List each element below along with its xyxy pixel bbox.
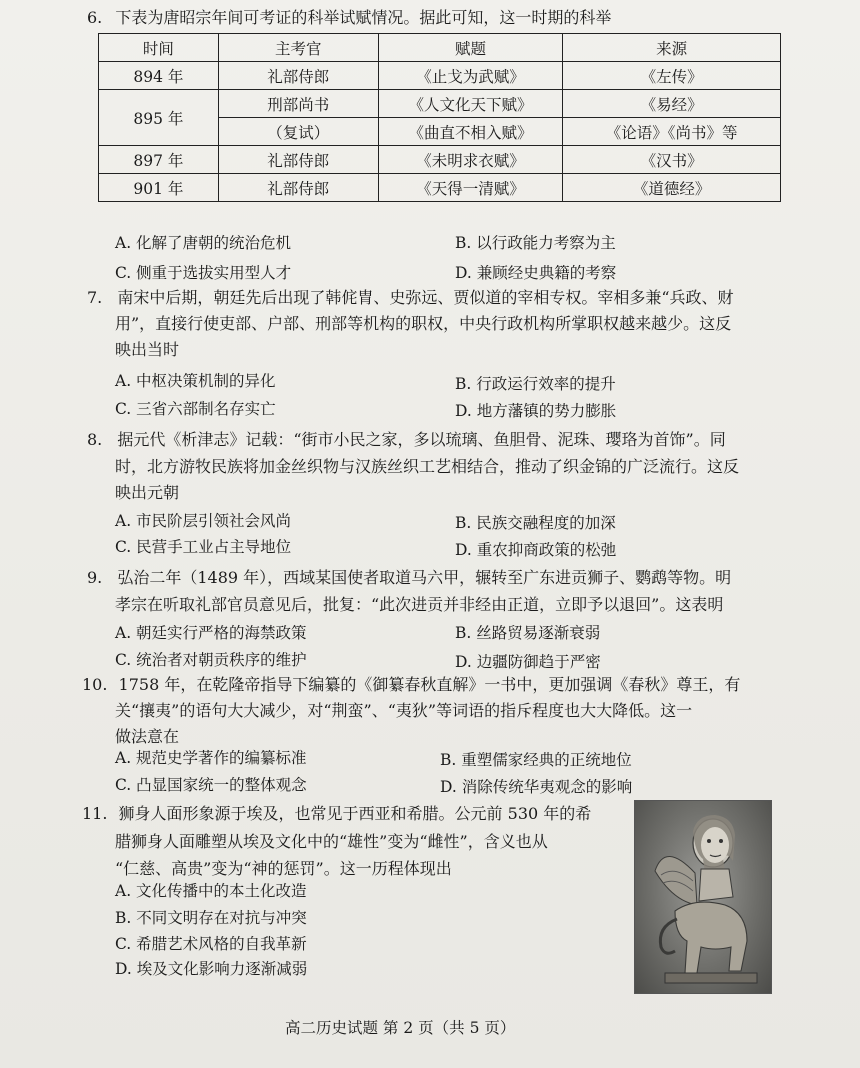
question-11-line2: 腊狮身人面雕塑从埃及文化中的“雄性”变为“雌性”，含义也从 [115, 832, 548, 851]
table-header: 来源 [563, 34, 781, 62]
option-a[interactable]: A. 中枢决策机制的异化 [115, 372, 276, 390]
question-text: 下表为唐昭宗年间可考证的科举试赋情况。据此可知，这一时期的科举 [115, 8, 612, 27]
option-c[interactable]: C. 侧重于选拔实用型人才 [115, 264, 292, 282]
question-10-line1 [82, 672, 740, 698]
option-b[interactable]: B. 以行政能力考察为主 [455, 234, 616, 252]
option-d[interactable]: D. 消除传统华夷观念的影响 [440, 778, 633, 796]
option-c[interactable]: C. 三省六部制名存实亡 [115, 400, 276, 418]
table-cell: 礼部侍郎 [218, 174, 378, 202]
option-b[interactable]: B. 丝路贸易逐渐衰弱 [455, 624, 601, 642]
question-8-line3: 映出元朝 [115, 483, 180, 502]
table-cell: 901 年 [99, 174, 219, 202]
option-d[interactable]: D. 重农抑商政策的松弛 [455, 541, 617, 559]
option-c[interactable]: C. 统治者对朝贡秩序的维护 [115, 651, 307, 669]
table-row [99, 90, 781, 118]
option-d[interactable]: D. 地方藩镇的势力膨胀 [455, 402, 617, 420]
table-row [99, 146, 781, 174]
question-10-line3: 做法意在 [115, 727, 180, 746]
table-cell: 895 年 [99, 90, 219, 146]
option-a[interactable]: A. 市民阶层引领社会风尚 [115, 512, 292, 530]
table-cell: 《易经》 [563, 90, 781, 118]
question-number: 7. [87, 288, 103, 307]
table-cell: 《未明求衣赋》 [378, 146, 563, 174]
question-6-stem [87, 7, 611, 29]
table-header: 主考官 [218, 34, 378, 62]
table-cell: 《左传》 [563, 62, 781, 90]
table-row [99, 62, 781, 90]
question-text: 弘治二年（1489 年），西域某国使者取道马六甲，辗转至广东进贡狮子、鹦鹉等物。明 [117, 568, 732, 587]
question-11-line3: “仁慈、高贵”变为“神的惩罚”。这一历程体现出 [115, 859, 452, 878]
table-cell: 《曲直不相入赋》 [378, 118, 563, 146]
table-cell: 《人文化天下赋》 [378, 90, 563, 118]
option-b[interactable]: B. 行政运行效率的提升 [455, 375, 616, 393]
table-header: 赋题 [378, 34, 563, 62]
table-cell: 897 年 [99, 146, 219, 174]
option-c[interactable]: C. 民营手工业占主导地位 [115, 538, 292, 556]
question-8-line2: 时，北方游牧民族将加金丝织物与汉族丝织工艺相结合，推动了织金锦的广泛流行。这反 [115, 457, 740, 476]
table-cell: 礼部侍郎 [218, 146, 378, 174]
option-a[interactable]: A. 化解了唐朝的统治危机 [115, 234, 292, 252]
option-b[interactable]: B. 重塑儒家经典的正统地位 [440, 751, 632, 769]
question-7-line2: 用”，直接行使吏部、户部、刑部等机构的职权，中央行政机构所掌职权越来越少。这反 [115, 314, 732, 333]
question-10-line2: 关“攘夷”的语句大大减少，对“荆蛮”、“夷狄”等词语的指斥程度也大大降低。这一 [115, 701, 693, 720]
option-a[interactable]: A. 规范史学著作的编纂标准 [115, 749, 307, 767]
question-number: 9. [87, 568, 103, 587]
page-footer: 高二历史试题 第 2 页（共 5 页） [285, 1019, 516, 1037]
option-c[interactable]: C. 凸显国家统一的整体观念 [115, 776, 307, 794]
option-d[interactable]: D. 埃及文化影响力逐渐减弱 [115, 960, 308, 978]
option-a[interactable]: A. 文化传播中的本土化改造 [115, 882, 307, 900]
option-b[interactable]: B. 民族交融程度的加深 [455, 514, 616, 532]
table-header-row [99, 34, 781, 62]
sphinx-icon [635, 801, 771, 993]
question-number: 10. [82, 675, 108, 694]
table-cell: 894 年 [99, 62, 219, 90]
table-header: 时间 [99, 34, 219, 62]
question-11-line1 [82, 801, 591, 827]
table-cell: 刑部尚书 [218, 90, 378, 118]
table-cell: 《止戈为武赋》 [378, 62, 563, 90]
question-number: 11. [82, 804, 108, 823]
question-number: 6. [87, 8, 103, 27]
table-cell: （复试） [218, 118, 378, 146]
exam-table [98, 33, 781, 202]
option-b[interactable]: B. 不同文明存在对抗与冲突 [115, 909, 307, 927]
table-cell: 礼部侍郎 [218, 62, 378, 90]
question-text: 狮身人面形象源于埃及，也常见于西亚和希腊。公元前 530 年的希 [118, 804, 592, 823]
question-8-line1 [87, 427, 726, 453]
question-number: 8. [87, 430, 103, 449]
question-text: 1758 年，在乾隆帝指导下编纂的《御纂春秋直解》一书中，更加强调《春秋》尊王，有 [118, 675, 741, 694]
option-d[interactable]: D. 兼顾经史典籍的考察 [455, 264, 617, 282]
question-9-line1 [87, 565, 731, 591]
table-row [99, 174, 781, 202]
question-9-line2: 孝宗在听取礼部官员意见后，批复：“此次进贡并非经由正道，立即予以退回”。这表明 [115, 595, 724, 614]
option-d[interactable]: D. 边疆防御趋于严密 [455, 653, 601, 671]
question-text: 据元代《析津志》记载：“街市小民之家，多以琉璃、鱼胆骨、泥珠、璎珞为首饰”。同 [117, 430, 726, 449]
option-c[interactable]: C. 希腊艺术风格的自我革新 [115, 935, 307, 953]
table-cell: 《论语》《尚书》等 [563, 118, 781, 146]
table-cell: 《汉书》 [563, 146, 781, 174]
option-a[interactable]: A. 朝廷实行严格的海禁政策 [115, 624, 307, 642]
table-cell: 《天得一清赋》 [378, 174, 563, 202]
question-text: 南宋中后期，朝廷先后出现了韩侂胄、史弥远、贾似道的宰相专权。宰相多兼“兵政、财 [117, 288, 734, 307]
table-cell: 《道德经》 [563, 174, 781, 202]
sphinx-sculpture-image [634, 800, 772, 994]
question-7-line1 [87, 285, 734, 311]
question-7-line3: 映出当时 [115, 340, 180, 359]
